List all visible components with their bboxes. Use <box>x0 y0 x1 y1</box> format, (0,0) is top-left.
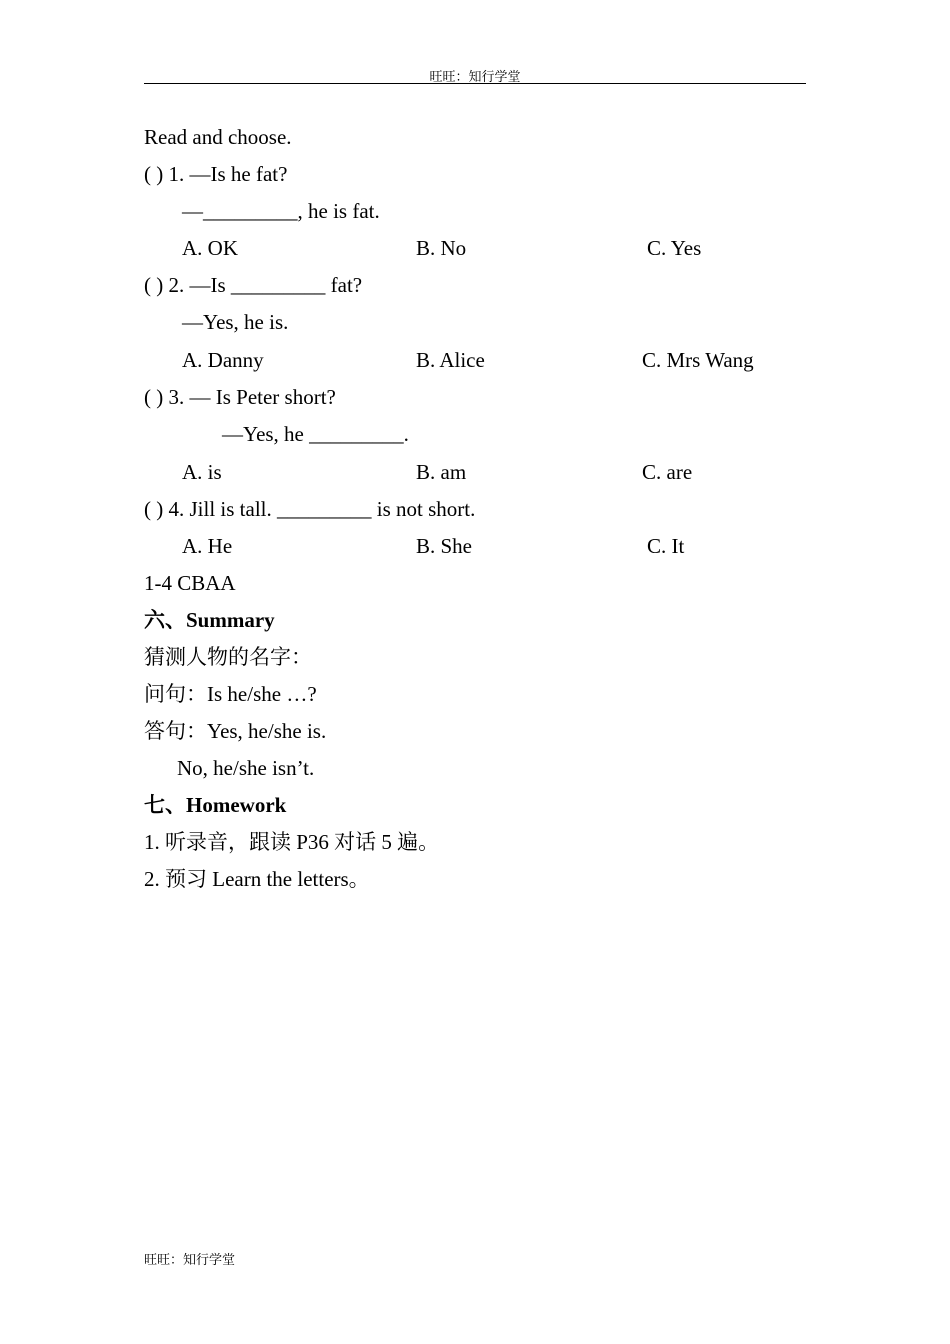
question-1-option-a: A. OK <box>182 236 238 260</box>
answer-key: 1-4 CBAA <box>144 571 236 595</box>
question-2-answer-line: —Yes, he is. <box>182 310 289 334</box>
question-2-stem: ( ) 2. —Is _________ fat? <box>144 273 363 297</box>
question-3-option-c: C. are <box>642 460 693 484</box>
summary-line-1: 猜测人物的名字： <box>144 645 312 669</box>
question-3-option-b: B. am <box>416 460 467 484</box>
question-1-stem: ( ) 1. —Is he fat? <box>144 162 288 186</box>
section-title: Read and choose. <box>144 125 292 149</box>
question-4-stem: ( ) 4. Jill is tall. _________ is not short. <box>144 497 476 521</box>
summary-line-2: 问句：Is he/she …? <box>144 682 317 706</box>
question-2-option-b: B. Alice <box>416 348 485 372</box>
summary-heading: 六、Summary <box>144 608 275 632</box>
question-2-option-c: C. Mrs Wang <box>642 348 754 372</box>
page-header: 旺旺：知行学堂 <box>429 69 521 84</box>
page-footer: 旺旺：知行学堂 <box>144 1252 236 1267</box>
question-3-answer-line: —Yes, he _________. <box>222 422 409 446</box>
question-1-answer-line: —_________, he is fat. <box>182 199 380 223</box>
question-3-option-a: A. is <box>182 460 222 484</box>
summary-line-4: No, he/she isn’t. <box>177 756 315 780</box>
question-1-option-b: B. No <box>416 236 467 260</box>
question-2-option-a: A. Danny <box>182 348 264 372</box>
question-4-option-b: B. She <box>416 534 473 558</box>
homework-item-2: 2. 预习 Learn the letters。 <box>144 867 370 891</box>
question-4-option-c: C. It <box>647 534 685 558</box>
header-rule <box>144 83 806 84</box>
question-4-option-a: A. He <box>182 534 233 558</box>
question-1-option-c: C. Yes <box>647 236 702 260</box>
question-3-stem: ( ) 3. — Is Peter short? <box>144 385 336 409</box>
summary-line-3: 答句：Yes, he/she is. <box>144 719 327 743</box>
homework-heading: 七、Homework <box>144 793 287 817</box>
homework-item-1: 1. 听录音，跟读 P36 对话 5 遍。 <box>144 830 440 854</box>
